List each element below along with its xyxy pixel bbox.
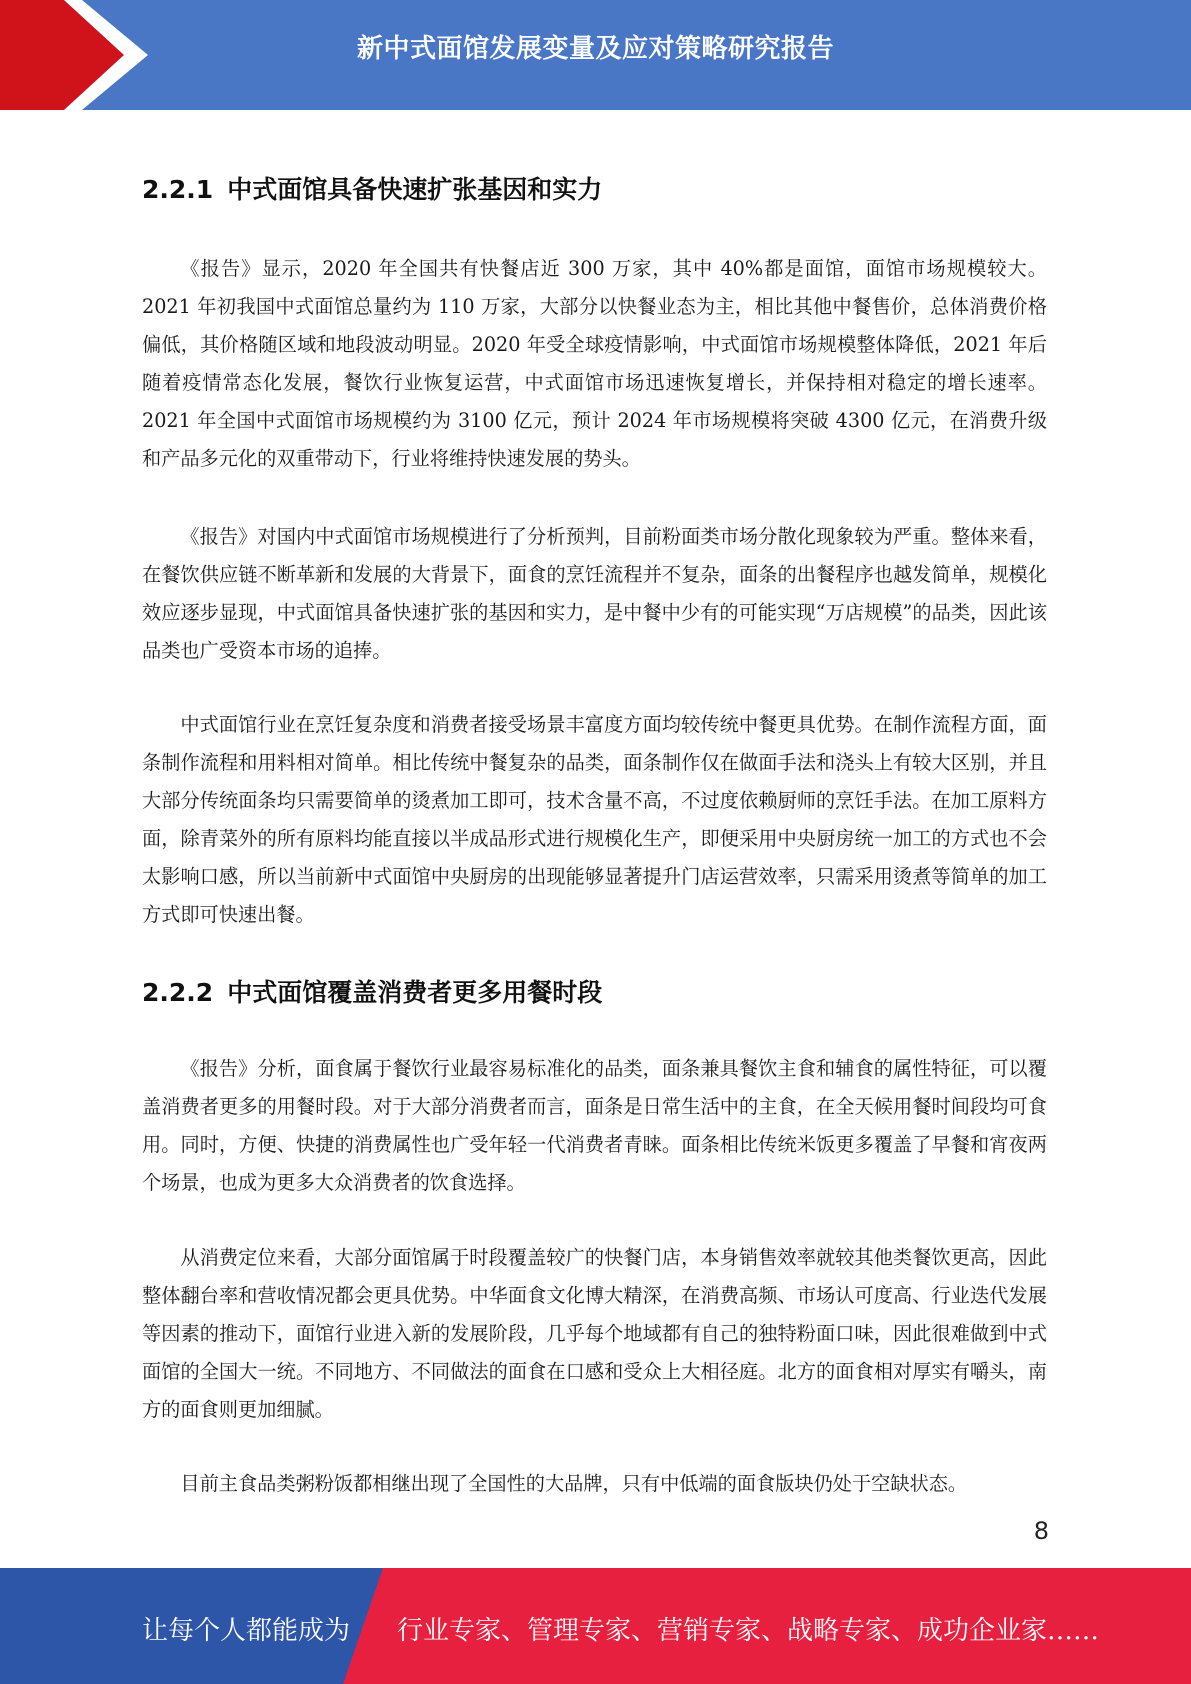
body-paragraph: 《报告》分析，面食属于餐饮行业最容易标准化的品类，面条兼具餐饮主食和辅食的属性特征，可以覆盖消费者更多的用餐时段。对于大部分消费者而言，面条是日常生活中的主食，在全天候用餐时间段均可食用。同时，方便、快捷的消费属性也广受年轻一代消费者青睐。面条相比传统米饭更多覆盖了早餐和宵夜两个场景，也成为更多大众消费者的饮食选择。 — [142, 1057, 1047, 1194]
footer-slogan-right: 行业专家、管理专家、营销专家、战略专家、成功企业家…… — [397, 1616, 1100, 1646]
page-header — [0, 0, 1191, 110]
body-paragraph: 从消费定位来看，大部分面馆属于时段覆盖较广的快餐门店，本身销售效率就较其他类餐饮更高，因此整体翻台率和营收情况都会更具优势。中华面食文化博大精深，在消费高频、市场认可度高、行业迭代发展等因素的推动下，面馆行业进入新的发展阶段，几乎每个地域都有自己的独特粉面口味，因此很难做到中式面馆的全国大一统。不同地方、不同做法的面食在口感和受众上大相径庭。北方的面食相对厚实有嚼头，南方的面食则更加细腻。 — [142, 1246, 1047, 1421]
body-paragraph: 《报告》对国内中式面馆市场规模进行了分析预判，目前粉面类市场分散化现象较为严重。整体来看，在餐饮供应链不断革新和发展的大背景下，面食的烹饪流程并不复杂，面条的出餐程序也越发简单，规模化效应逐步显现，中式面馆具备快速扩张的基因和实力，是中餐中少有的可能实现“万店规模”的品类，因此该品类也广受资本市场的追捧。 — [142, 525, 1047, 662]
page-number: 8 — [1033, 1517, 1049, 1545]
page-footer — [0, 1568, 1191, 1684]
report-title: 新中式面馆发展变量及应对策略研究报告 — [356, 34, 834, 64]
section-heading-2-2-1 — [142, 170, 602, 206]
footer-slogan-left: 让每个人都能成为 — [142, 1616, 351, 1646]
section-heading-2-2-2 — [142, 973, 602, 1009]
section-number: 2.2.2 — [142, 978, 214, 1007]
section-number: 2.2.1 — [142, 175, 214, 204]
section-title: 中式面馆覆盖消费者更多用餐时段 — [227, 978, 603, 1007]
body-paragraph: 《报告》显示，2020 年全国共有快餐店近 300 万家，其中 40%都是面馆，面馆市场规模较大。2021 年初我国中式面馆总量约为 110 万家，大部分以快餐业态为主，相比其他中餐售价，总体消费价格偏低，其价格随区域和地段波动明显。2020 年受全球疫情影响，中式面馆市场规模整体降低，2021 年后随着疫情常态化发展，餐饮行业恢复运营，中式面馆市场迅速恢复增长，并保持相对稳定的增长速率。2021 年全国中式面馆市场规模约为 3100 亿元，预计 2024 年市场规模将突破 4300 亿元，在消费升级和产品多元化的双重带动下，行业将维持快速发展的势头。 — [142, 257, 1047, 470]
body-paragraph: 目前主食品类粥粉饭都相继出现了全国性的大品牌，只有中低端的面食版块仍处于空缺状态。 — [180, 1472, 968, 1495]
body-paragraph: 中式面馆行业在烹饪复杂度和消费者接受场景丰富度方面均较传统中餐更具优势。在制作流程方面，面条制作流程和用料相对简单。相比传统中餐复杂的品类，面条制作仅在做面手法和浇头上有较大区别，并且大部分传统面条均只需要简单的烫煮加工即可，技术含量不高，不过度依赖厨师的烹饪手法。在加工原料方面，除青菜外的所有原料均能直接以半成品形式进行规模化生产，即便采用中央厨房统一加工的方式也不会太影响口感，所以当前新中式面馆中央厨房的出现能够显著提升门店运营效率，只需采用烫煮等简单的加工方式即可快速出餐。 — [142, 713, 1047, 926]
section-title: 中式面馆具备快速扩张基因和实力 — [227, 175, 603, 204]
